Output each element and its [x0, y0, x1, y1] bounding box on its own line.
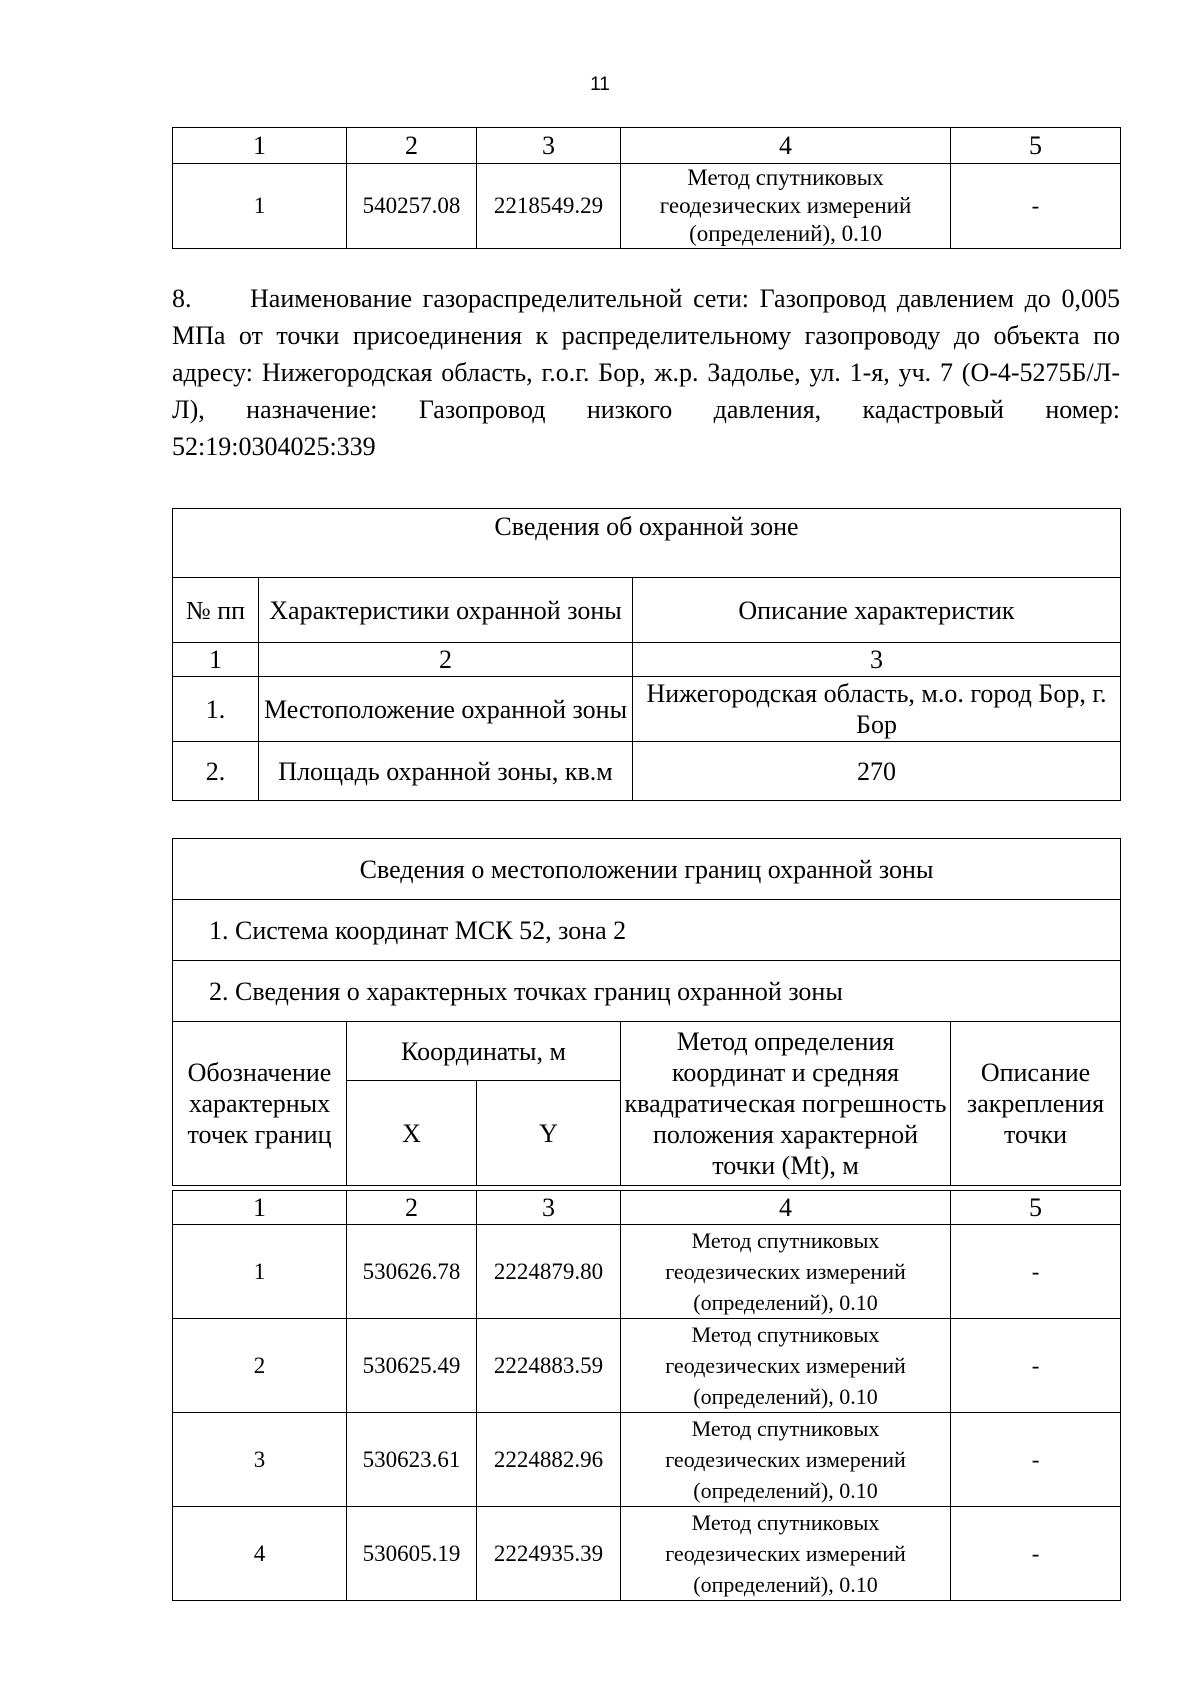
x-coordinate: 530626.78: [347, 1225, 477, 1319]
method-line: Метод спутниковых: [691, 1322, 880, 1347]
page-number: 11: [590, 74, 610, 95]
col-number: 1: [173, 128, 347, 164]
table-row: [173, 1225, 1121, 1319]
method-line: (определений), 0.10: [693, 1384, 878, 1409]
point-id: 1: [173, 1225, 347, 1319]
method-cell: [621, 1319, 951, 1413]
coordinates-table-continuation: [172, 127, 1121, 249]
method-line: геодезических измерений: [659, 193, 912, 218]
characteristic-description: 270: [633, 742, 1121, 801]
method-line: Метод спутниковых: [691, 1228, 880, 1253]
method-line: Метод спутниковых: [691, 1510, 880, 1535]
table-row: [173, 1319, 1121, 1413]
table-row: [173, 1413, 1121, 1507]
x-coordinate: 530623.61: [347, 1413, 477, 1507]
method-line: (определений), 0.10: [693, 1290, 878, 1315]
column-number-row: [173, 1191, 1121, 1225]
method-cell: [621, 164, 951, 249]
method-cell: [621, 1413, 951, 1507]
protection-zone-table: [172, 508, 1121, 801]
point-id: 1: [173, 164, 347, 249]
col-header: № пп: [173, 578, 259, 643]
col-number: 3: [477, 128, 621, 164]
col-number: 2: [347, 1191, 477, 1225]
y-coordinate: 2224883.59: [477, 1319, 621, 1413]
characteristic-description: Нижегородская область, м.о. город Бор, г. Бор: [633, 677, 1121, 742]
characteristic: Местоположение охранной зоны: [259, 677, 633, 742]
fixing-description: -: [951, 1507, 1121, 1601]
boundary-points-table: [172, 838, 1121, 1601]
network-paragraph: [172, 280, 1120, 465]
col-number: 5: [951, 1191, 1121, 1225]
x-coordinate: 530625.49: [347, 1319, 477, 1413]
method-cell: [621, 1225, 951, 1319]
col-header: Характеристики охранной зоны: [259, 578, 633, 643]
col-number: 4: [621, 128, 951, 164]
column-number-row: [173, 128, 1121, 164]
method-line: (определений), 0.10: [693, 1478, 878, 1503]
characteristic: Площадь охранной зоны, кв.м: [259, 742, 633, 801]
paragraph-number: 8.: [172, 284, 192, 313]
point-id: 3: [173, 1413, 347, 1507]
fixing-description: -: [951, 1319, 1121, 1413]
method-line: Метод спутниковых: [687, 165, 884, 190]
x-coordinate: 540257.08: [347, 164, 477, 249]
y-coordinate: 2224935.39: [477, 1507, 621, 1601]
fixing-description: -: [951, 1413, 1121, 1507]
method-line: (определений), 0.10: [693, 1572, 878, 1597]
col-number: 5: [951, 128, 1121, 164]
col-number: 2: [347, 128, 477, 164]
method-line: геодезических измерений: [665, 1353, 906, 1378]
table-row: [173, 742, 1121, 801]
method-cell: [621, 1507, 951, 1601]
designation-header: Обозначение характерных точек границ: [173, 1022, 347, 1186]
method-line: геодезических измерений: [665, 1259, 906, 1284]
col-header: Описание характеристик: [633, 578, 1121, 643]
fixing-description: -: [951, 164, 1121, 249]
fixing-description: -: [951, 1225, 1121, 1319]
method-header: Метод определения координат и средняя квадратическая погрешность положения характерной точки (Mt), м: [621, 1022, 951, 1186]
coordinate-system: 1. Система координат МСК 52, зона 2: [173, 900, 1121, 961]
method-line: геодезических измерений: [665, 1541, 906, 1566]
points-section-title: 2. Сведения о характерных точках границ охранной зоны: [173, 961, 1121, 1022]
x-header: X: [347, 1081, 477, 1186]
method-line: (определений), 0.10: [689, 221, 882, 246]
y-coordinate: 2224879.80: [477, 1225, 621, 1319]
method-line: Метод спутниковых: [691, 1416, 880, 1441]
col-number: 3: [477, 1191, 621, 1225]
zone-header-row: [173, 578, 1121, 643]
point-id: 2: [173, 1319, 347, 1413]
col-number: 1: [173, 1191, 347, 1225]
table-row: [173, 677, 1121, 742]
col-number: 4: [621, 1191, 951, 1225]
y-header: Y: [477, 1081, 621, 1186]
col-number: 2: [259, 643, 633, 677]
x-coordinate: 530605.19: [347, 1507, 477, 1601]
y-coordinate: 2224882.96: [477, 1413, 621, 1507]
zone-table-title: Сведения об охранной зоне: [173, 509, 1121, 578]
col-number: 1: [173, 643, 259, 677]
paragraph-text: Наименование газораспределительной сети: Газопровод давлением до 0,005 МПа от точки присоединения к распределительному газопроводу до объекта по адресу: Нижегородская область, г.о.г. Бор, ж.р. Задолье, ул. 1-я, уч. 7 (О-4-5275Б/Л-Л), назначение: Газопровод низкого давления, кадастровый номер: 52:19:0304025:339: [172, 284, 1120, 461]
row-number: 2.: [173, 742, 259, 801]
table-row: [173, 1507, 1121, 1601]
point-id: 4: [173, 1507, 347, 1601]
y-coordinate: 2218549.29: [477, 164, 621, 249]
method-line: геодезических измерений: [665, 1447, 906, 1472]
boundary-table-title: Сведения о местоположении границ охранной зоны: [173, 839, 1121, 900]
col-number: 3: [633, 643, 1121, 677]
row-number: 1.: [173, 677, 259, 742]
fixing-header: Описание закрепления точки: [951, 1022, 1121, 1186]
coordinates-header: Координаты, м: [347, 1022, 621, 1081]
table-row: [173, 164, 1121, 249]
